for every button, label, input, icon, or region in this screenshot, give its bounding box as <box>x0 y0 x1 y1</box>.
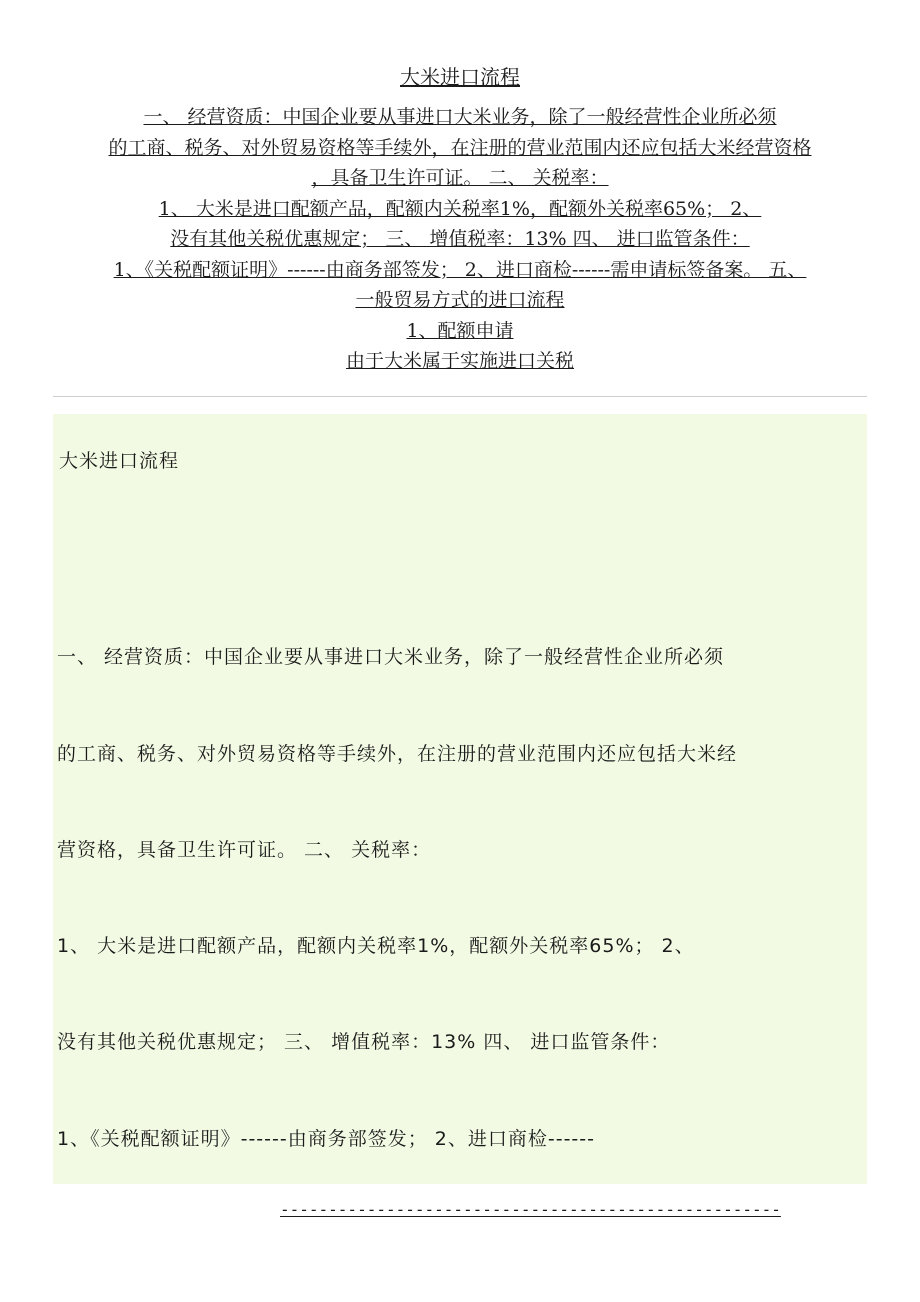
summary-line: 由于大米属于实施进口关税 <box>345 350 574 372</box>
summary-line: 没有其他关税优惠规定； 三、 增值税率：13% 四、 进口监管条件： <box>170 228 750 250</box>
summary-line: 1、 大米是进口配额产品，配额内关税率1%，配额外关税率65%； 2、 <box>158 197 762 220</box>
panel-line: 1、 大米是进口配额产品，配额内关税率1%，配额外关税率65%； 2、 <box>57 935 695 957</box>
summary-line: 一、 经营资质：中国企业要从事进口大米业务，除了一般经营性企业所必须 <box>143 106 777 128</box>
panel-line: 一、 经营资质：中国企业要从事进口大米业务，除了一般经营性企业所必须 <box>57 646 725 668</box>
summary-line: ，具备卫生许可证。 二、 关税率： <box>311 167 609 189</box>
panel-title: 大米进口流程 <box>59 450 180 472</box>
document-preview-panel <box>53 414 867 1184</box>
panel-line: 的工商、税务、对外贸易资格等手续外，在注册的营业范围内还应包括大米经 <box>57 743 738 765</box>
summary-section <box>50 62 870 377</box>
panel-line: 没有其他关税优惠规定； 三、 增值税率：13% 四、 进口监管条件： <box>57 1031 671 1053</box>
document-title: 大米进口流程 <box>400 65 520 89</box>
panel-line: 1、《关税配额证明》------由商务部签发； 2、进口商检------ <box>57 1128 595 1150</box>
panel-line: 营资格，具备卫生许可证。 二、 关税率： <box>57 839 432 861</box>
footer-dash-line: ---------------------------------------------------- <box>280 1200 781 1219</box>
summary-line: 1、配额申请 <box>406 319 514 342</box>
summary-line: 一般贸易方式的进口流程 <box>355 289 565 311</box>
summary-line: 1、《关税配额证明》------由商务部签发； 2、进口商检------需申请标签备案。 五、 <box>113 258 807 281</box>
summary-line: 的工商、税务、对外贸易资格等手续外，在注册的营业范围内还应包括大米经营资格 <box>108 136 812 159</box>
section-divider <box>53 396 867 397</box>
